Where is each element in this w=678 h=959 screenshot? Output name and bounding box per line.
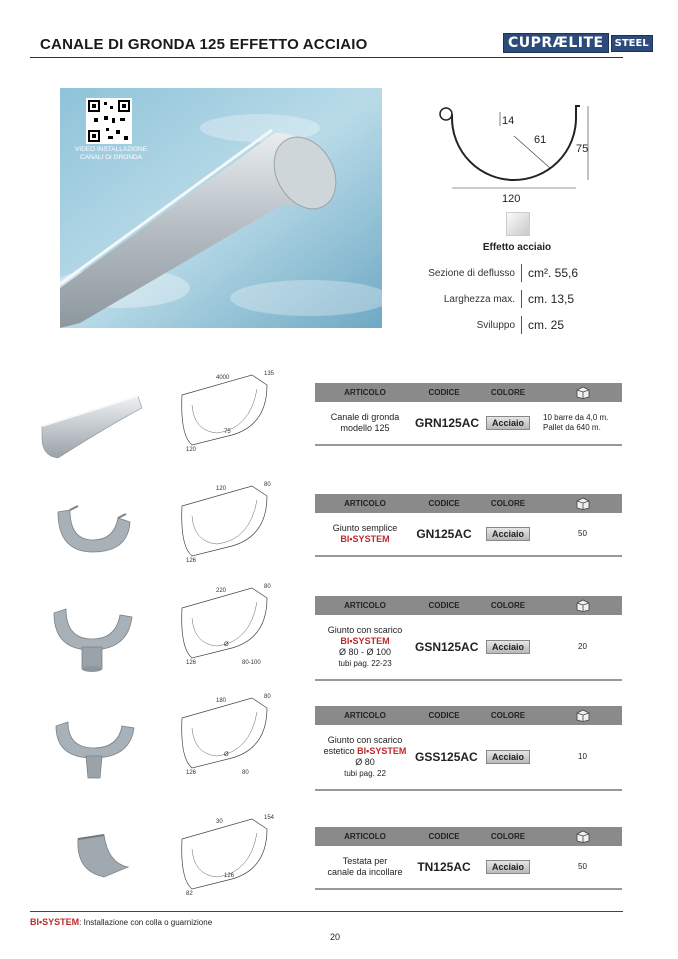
- product-code: GRN125AC: [415, 416, 480, 430]
- product-name: [315, 625, 415, 669]
- qr-code-icon[interactable]: [86, 98, 132, 144]
- color-finish-badge: Acciaio: [486, 416, 530, 430]
- spec-label: Larghezza max.: [443, 293, 515, 305]
- dim-width-text: 120: [502, 193, 521, 205]
- product-packaging: [543, 862, 622, 872]
- drawing-dimension: 80-100: [242, 660, 261, 666]
- drawing-dimension: 4000: [216, 375, 230, 381]
- box-icon: [543, 497, 622, 510]
- dim-height-text: 75: [576, 143, 589, 155]
- steel-finish-swatch: [506, 212, 530, 236]
- row-divider: [315, 444, 622, 446]
- drawing-dimension: Ø: [224, 752, 229, 758]
- col-articolo: ARTICOLO: [344, 601, 386, 610]
- packaging-line: 10: [578, 752, 587, 761]
- product-technical-drawing: [172, 476, 282, 581]
- footer-divider: [30, 911, 623, 912]
- col-colore: COLORE: [490, 711, 526, 720]
- product-packaging: [543, 529, 622, 539]
- drawing-dimension: 120: [186, 447, 197, 453]
- product-technical-drawing: [172, 365, 282, 470]
- product-code: TN125AC: [417, 860, 471, 874]
- col-articolo: ARTICOLO: [344, 832, 386, 841]
- title-divider: [30, 57, 623, 58]
- product-packaging: [543, 752, 622, 762]
- drawing-dimension: 82: [186, 891, 193, 897]
- col-articolo: ARTICOLO: [344, 499, 386, 508]
- col-codice: CODICE: [428, 601, 460, 610]
- drawing-dimension: 154: [264, 815, 275, 821]
- col-codice: CODICE: [428, 711, 460, 720]
- box-icon: [543, 599, 622, 612]
- dim-top-text: 14: [502, 115, 515, 127]
- footer-brand: BI•SYSTEM: [30, 917, 80, 927]
- finish-label: Effetto acciaio: [482, 242, 552, 253]
- bisystem-brand: BI•SYSTEM: [340, 636, 390, 646]
- product-table-header: [315, 383, 622, 402]
- row-divider: [315, 679, 622, 681]
- brand-logo: [503, 33, 653, 53]
- color-finish-badge: Acciaio: [486, 640, 530, 654]
- product-name: [315, 856, 415, 878]
- spec-label: Sviluppo: [476, 319, 515, 331]
- col-articolo: ARTICOLO: [344, 711, 386, 720]
- row-divider: [315, 555, 622, 557]
- product-photo: [48, 708, 143, 793]
- bisystem-brand: BI•SYSTEM: [340, 534, 390, 544]
- product-table-header: [315, 706, 622, 725]
- product-name-line: estetico BI•SYSTEM: [323, 746, 407, 756]
- row-divider: [315, 888, 622, 890]
- product-table-header: [315, 827, 622, 846]
- product-code: GSN125AC: [415, 640, 479, 654]
- drawing-dimension: 220: [216, 588, 227, 594]
- product-photo: [48, 492, 138, 567]
- product-row: [315, 617, 622, 677]
- product-technical-drawing: [172, 688, 282, 793]
- drawing-dimension: 126: [186, 770, 197, 776]
- spec-value: cm. 13,5: [528, 292, 575, 306]
- product-extra-line: tubi pag. 22: [344, 769, 386, 778]
- product-name-line: Testata per: [342, 856, 388, 866]
- footer-note-text: : Installazione con colla o guarnizione: [79, 918, 213, 927]
- product-photo: [68, 827, 138, 892]
- drawing-dimension: 180: [216, 698, 227, 704]
- spec-value: cm². 55,6: [528, 266, 579, 280]
- color-finish-badge: Acciaio: [486, 750, 530, 764]
- product-name-line: Canale di gronda: [330, 412, 400, 422]
- product-table-header: [315, 596, 622, 615]
- spec-list: [395, 260, 615, 338]
- packaging-line: 10 barre da 4,0 m.: [543, 413, 609, 422]
- product-name-line: canale da incollare: [327, 867, 403, 877]
- drawing-dimension: 75: [224, 429, 231, 435]
- packaging-line: 20: [578, 642, 587, 651]
- drawing-dimension: 30: [216, 819, 223, 825]
- product-row: [315, 515, 622, 553]
- spec-label: Sezione di deflusso: [428, 267, 515, 279]
- drawing-dimension: 135: [264, 371, 275, 377]
- dim-radius-text: 61: [534, 134, 547, 146]
- drawing-dimension: 80: [264, 584, 271, 590]
- spec-row: [395, 260, 615, 286]
- drawing-dimension: 126: [186, 660, 197, 666]
- page-title: CANALE DI GRONDA 125 EFFETTO ACCIAIO: [40, 36, 368, 53]
- product-code: GN125AC: [416, 527, 472, 541]
- box-icon: [543, 709, 622, 722]
- product-photo: [38, 386, 148, 471]
- col-codice: CODICE: [428, 832, 460, 841]
- product-packaging: [543, 642, 622, 652]
- product-technical-drawing: [172, 809, 282, 914]
- product-name: [315, 735, 415, 779]
- spec-value: cm. 25: [528, 318, 565, 332]
- product-name-line: Giunto semplice: [332, 523, 398, 533]
- product-row: [315, 727, 622, 787]
- product-name-line: Giunto con scarico: [327, 625, 403, 635]
- drawing-dimension: 126: [186, 558, 197, 564]
- product-row: [315, 848, 622, 886]
- qr-caption: VIDEO INSTALLAZIONE CANALI DI GRONDA: [74, 146, 148, 161]
- col-codice: CODICE: [428, 499, 460, 508]
- footer-note: [30, 917, 212, 927]
- product-packaging: [543, 413, 622, 433]
- drawing-dimension: 126: [224, 873, 235, 879]
- drawing-dimension: 80: [264, 694, 271, 700]
- product-extra-line: Ø 80 - Ø 100: [338, 647, 392, 657]
- product-name-line: Giunto con scarico: [327, 735, 403, 745]
- product-name: [315, 412, 415, 434]
- col-codice: CODICE: [428, 388, 460, 397]
- bisystem-brand: BI•SYSTEM: [357, 746, 407, 756]
- drawing-dimension: 80: [242, 770, 249, 776]
- row-divider: [315, 789, 622, 791]
- logo-main-text: CUPRÆLITE: [503, 33, 609, 53]
- packaging-line: Pallet da 640 m.: [543, 423, 601, 432]
- color-finish-badge: Acciaio: [486, 527, 530, 541]
- product-code: GSS125AC: [415, 750, 478, 764]
- product-table-header: [315, 494, 622, 513]
- logo-sub-text: STEEL: [611, 35, 653, 52]
- product-extra-line: Ø 80: [355, 757, 375, 767]
- box-icon: [543, 386, 622, 399]
- product-name: [315, 523, 415, 545]
- spec-row: [395, 312, 615, 338]
- spec-row: [395, 286, 615, 312]
- product-technical-drawing: [172, 578, 282, 683]
- col-articolo: ARTICOLO: [344, 388, 386, 397]
- color-finish-badge: Acciaio: [486, 860, 530, 874]
- gutter-profile-diagram: [430, 98, 605, 210]
- drawing-dimension: 80: [264, 482, 271, 488]
- drawing-dimension: Ø: [224, 642, 229, 648]
- col-colore: COLORE: [490, 601, 526, 610]
- box-icon: [543, 830, 622, 843]
- product-extra-line: tubi pag. 22-23: [338, 659, 392, 668]
- product-name-line: modello 125: [340, 423, 390, 433]
- col-colore: COLORE: [490, 832, 526, 841]
- product-photo: [46, 595, 141, 680]
- page-number: 20: [330, 932, 341, 942]
- packaging-line: 50: [578, 529, 587, 538]
- drawing-dimension: 120: [216, 486, 227, 492]
- product-row: [315, 404, 622, 442]
- col-colore: COLORE: [490, 499, 526, 508]
- packaging-line: 50: [578, 862, 587, 871]
- col-colore: COLORE: [490, 388, 526, 397]
